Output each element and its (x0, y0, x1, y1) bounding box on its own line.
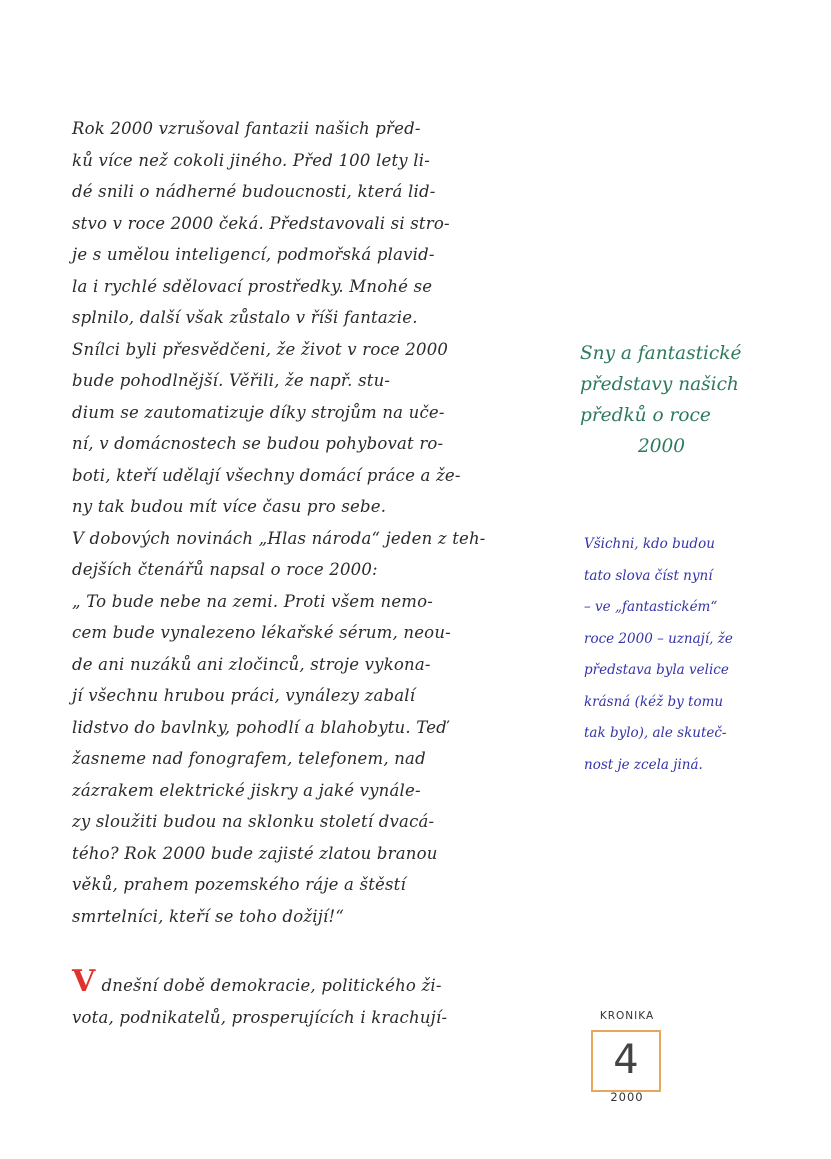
text-line: ny tak budou mít více času pro sebe. (72, 497, 387, 516)
text-line: boti, kteří udělají všechny domácí práce a že- (72, 465, 461, 485)
note-line: tak bylo), ale skuteč- (584, 725, 727, 741)
text-line: dejších čtenářů napsal o roce 2000: (72, 560, 378, 579)
note-line: Sny a fantastické (580, 343, 742, 364)
text-line: smrtelníci, kteří se toho dožijí!“ (72, 906, 344, 926)
text-line: cem bude vynalezeno lékařské sérum, neou- (72, 623, 451, 642)
text-line: tého? Rok 2000 bude zajisté zlatou branou (72, 843, 438, 863)
drop-cap-letter: V (72, 964, 96, 999)
note-line: představa byla velice (584, 662, 729, 678)
text-line: je s umělou inteligencí, podmořská plavid- (72, 245, 435, 264)
text-line: jí všechnu hrubou práci, vynálezy zabalí (72, 686, 416, 705)
text-line-content: dnešní době demokracie, politického ži- (101, 976, 442, 995)
text-line: Snílci byli přesvědčeni, že život v roce 2000 (72, 339, 449, 359)
note-line: představy našich (580, 374, 739, 395)
side-note-comment (584, 529, 824, 781)
stamp-year: 2000 (610, 1090, 644, 1104)
bottom-paragraph (72, 966, 552, 1033)
stamp-label: KRONIKA (599, 1010, 655, 1022)
text-line: dé snili o nádherné budoucnosti, která lid- (72, 182, 436, 201)
text-line: la i rychlé sdělovací prostředky. Mnohé se (72, 276, 433, 296)
text-line: ní, v domácnostech se budou pohybovat ro- (72, 434, 444, 453)
text-line: vota, podnikatelů, prosperujících i krachují- (72, 1007, 448, 1027)
text-line: bude pohodlnější. Věřili, že např. stu- (72, 371, 391, 390)
text-line: Rok 2000 vzrušoval fantazii našich před- (72, 119, 421, 138)
stamp-box (591, 1030, 661, 1092)
note-line: předků o roce (580, 405, 711, 426)
note-line: – ve „fantastickém“ (584, 599, 718, 615)
note-line: roce 2000 – uznají, že (584, 630, 733, 647)
text-line: de ani nuzáků ani zločinců, stroje vykona- (72, 654, 431, 674)
text-line: „ To bude nebe na zemi. Proti všem nemo- (72, 591, 434, 611)
text-line: ků více než cokoli jiného. Před 100 lety li- (72, 150, 430, 170)
text-line: zy sloužiti budou na sklonku století dvacá- (72, 812, 435, 831)
text-line: žasneme nad fonografem, telefonem, nad (72, 749, 426, 768)
text-line (72, 966, 552, 1002)
text-line: stvo v roce 2000 čeká. Představovali si stro- (72, 213, 450, 233)
side-note-heading (580, 338, 820, 462)
text-line: dium se zautomatizuje díky strojům na uče- (72, 402, 445, 422)
note-line: Všichni, kdo budou (584, 536, 715, 552)
text-line: věků, prahem pozemského ráje a štěstí (72, 875, 406, 894)
note-line: tato slova číst nyní (584, 567, 713, 584)
text-line: zázrakem elektrické jiskry a jaké vynále- (72, 780, 421, 800)
page-stamp (590, 1010, 665, 1104)
note-line: nost je zcela jiná. (584, 756, 703, 773)
main-handwritten-text (72, 113, 552, 932)
note-line: krásná (kéž by tomu (584, 693, 724, 710)
text-line: V dobových novinách „Hlas národa“ jeden z teh- (72, 528, 486, 548)
page-number: 4 (613, 1037, 639, 1083)
text-line: splnilo, další však zůstalo v říši fantazie. (72, 308, 418, 327)
text-line: lidstvo do bavlnky, pohodlí a blahobytu. Teď (72, 717, 447, 737)
note-line: 2000 (638, 436, 686, 457)
